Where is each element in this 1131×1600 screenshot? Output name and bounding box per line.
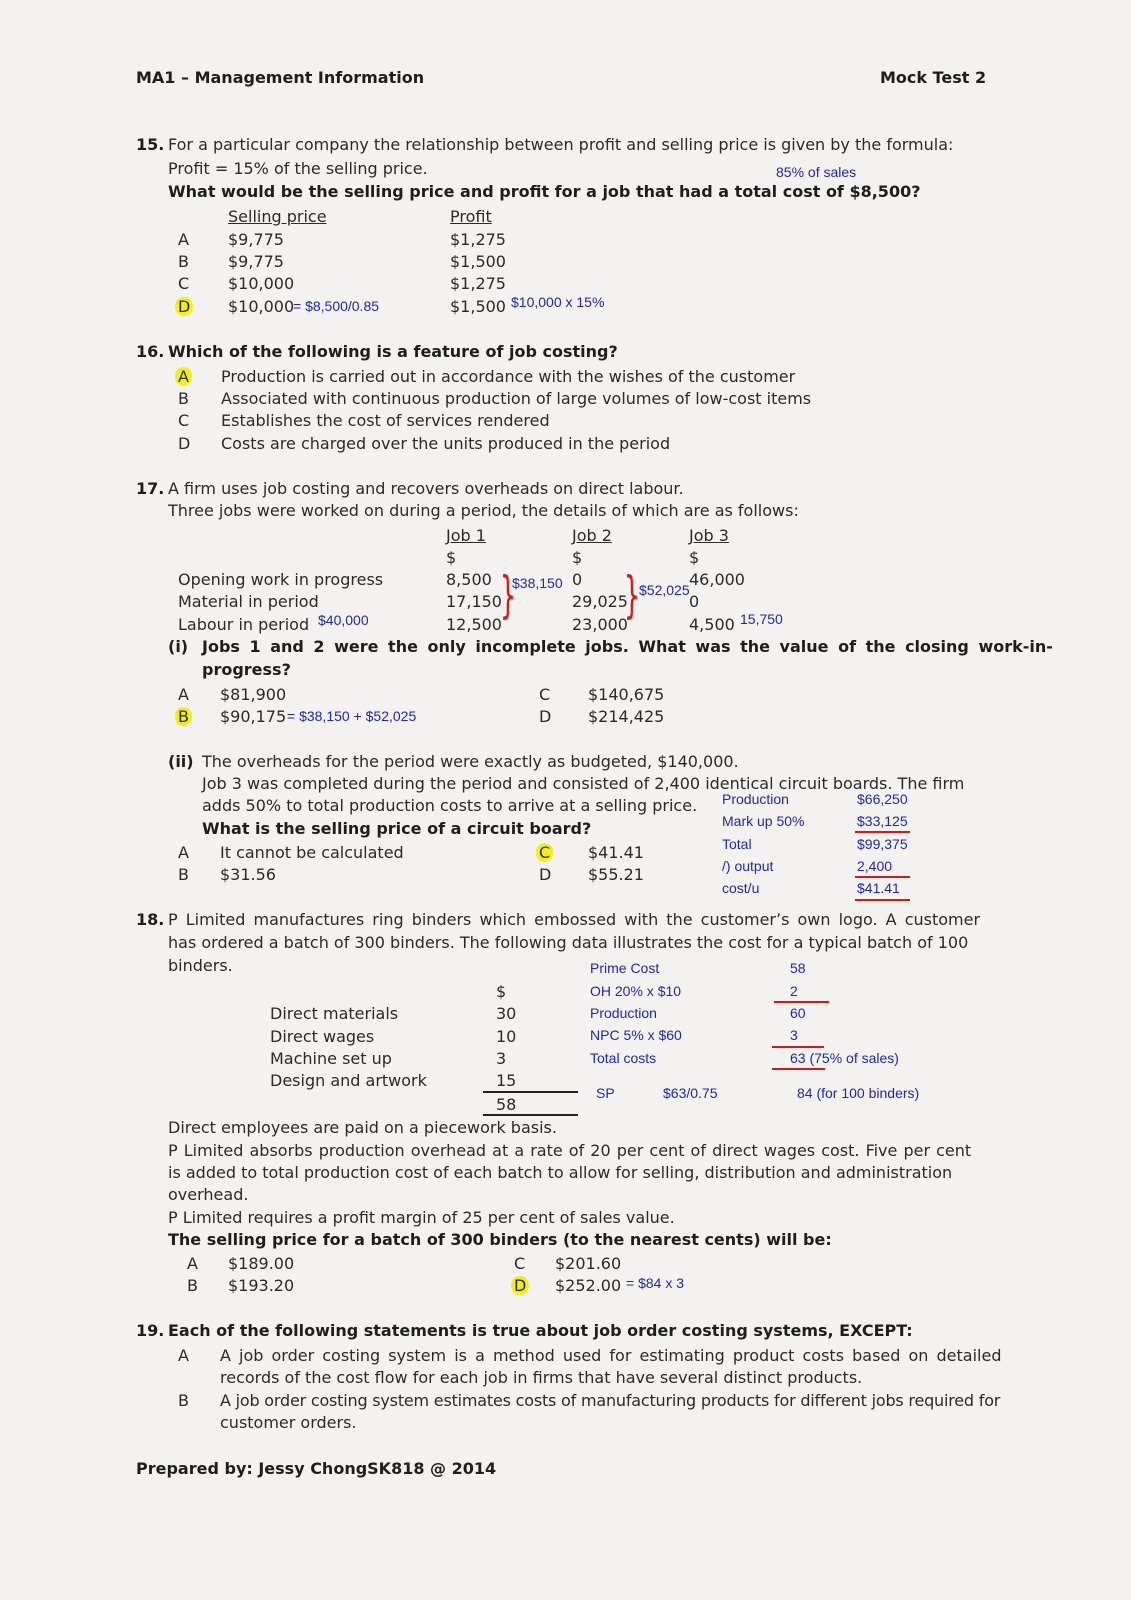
sp-formula: $63/0.75 — [663, 1085, 718, 1101]
question-number: 19. — [136, 1321, 165, 1340]
option-letter[interactable]: B — [178, 389, 189, 408]
selected-answer-highlight[interactable]: B — [175, 707, 192, 726]
row-label: Labour in period — [178, 615, 310, 634]
option-text: Associated with continuous production of large volumes of low-cost items — [221, 389, 812, 408]
handwritten-note: $10,000 x 15% — [511, 294, 605, 310]
red-underline — [855, 876, 910, 878]
working-label: Production — [590, 1005, 657, 1021]
cell: 23,000 — [572, 615, 628, 634]
working-label: Production — [722, 791, 789, 807]
question-text: The overheads for the period were exactly as budgeted, $140,000. — [202, 752, 739, 771]
selected-answer-highlight[interactable]: C — [536, 843, 553, 862]
sp-result: 84 (for 100 binders) — [797, 1085, 920, 1101]
table-total: 58 — [496, 1095, 517, 1114]
option-letter[interactable]: A — [178, 843, 189, 862]
question-text: has ordered a batch of 300 binders. The following data illustrates the cost for a typical batch of 100 — [168, 933, 969, 952]
question-text: Three jobs were worked on during a period, the details of which are as follows: — [168, 501, 799, 520]
cell: 46,000 — [689, 570, 745, 589]
question-prompt: Jobs 1 and 2 were the only incomplete jobs. What was the value of the closing work-in- — [202, 637, 1053, 656]
red-underline — [772, 1046, 824, 1048]
document-footer: Prepared by: Jessy ChongSK818 @ 2014 — [136, 1459, 497, 1478]
option-text: $81,900 — [220, 685, 287, 704]
question-text: P Limited requires a profit margin of 25 per cent of sales value. — [168, 1208, 675, 1227]
sp-label: SP — [596, 1085, 615, 1101]
cell: 8,500 — [446, 570, 492, 589]
option-profit: $1,500 — [450, 297, 506, 316]
cell: 30 — [496, 1004, 517, 1023]
column-header: Job 3 — [689, 526, 729, 545]
option-letter[interactable]: C — [514, 1254, 526, 1273]
question-text: A firm uses job costing and recovers overheads on direct labour. — [168, 479, 684, 498]
working-value: 58 — [790, 960, 806, 976]
part-label: (i) — [168, 637, 189, 656]
document-header-test: Mock Test 2 — [880, 68, 987, 87]
column-header: Job 2 — [572, 526, 612, 545]
working-value: 2 — [790, 983, 798, 999]
handwritten-note: = $8,500/0.85 — [293, 298, 380, 314]
question-prompt: Which of the following is a feature of job costing? — [168, 342, 618, 361]
option-text: $90,175 — [220, 707, 287, 726]
question-number: 16. — [136, 342, 165, 361]
option-letter[interactable]: C — [178, 411, 190, 430]
option-letter[interactable]: C — [178, 274, 190, 293]
cell: 12,500 — [446, 615, 502, 634]
row-label: Material in period — [178, 592, 319, 611]
question-prompt: The selling price for a batch of 300 binders (to the nearest cents) will be: — [168, 1230, 832, 1249]
question-text: P Limited manufactures ring binders which embossed with the customer’s own logo. A customer — [168, 910, 981, 929]
working-label: Prime Cost — [590, 960, 660, 976]
option-text: $41.41 — [588, 843, 644, 862]
selected-answer-highlight[interactable]: D — [175, 297, 193, 316]
currency-symbol: $ — [446, 548, 457, 567]
document-header-title: MA1 – Management Information — [136, 68, 425, 87]
cell: 4,500 — [689, 615, 735, 634]
option-letter[interactable]: B — [178, 865, 189, 884]
row-label: Direct wages — [270, 1027, 375, 1046]
row-label: Opening work in progress — [178, 570, 384, 589]
selected-answer-highlight[interactable]: A — [175, 367, 192, 386]
option-profit: $1,275 — [450, 274, 506, 293]
row-label: Machine set up — [270, 1049, 392, 1068]
option-text: $140,675 — [588, 685, 665, 704]
row-label: Design and artwork — [270, 1071, 427, 1090]
option-text: $31.56 — [220, 865, 276, 884]
cell: 15 — [496, 1071, 517, 1090]
option-price: $9,775 — [228, 252, 284, 271]
option-text: A job order costing system estimates costs of manufacturing products for different jobs required for — [220, 1391, 1001, 1410]
option-letter[interactable]: B — [178, 252, 189, 271]
option-text: $189.00 — [228, 1254, 295, 1273]
handwritten-note: $38,150 — [512, 575, 563, 591]
column-header: Selling price — [228, 207, 327, 226]
option-text: A job order costing system is a method used for estimating product costs based on detailed — [220, 1346, 1002, 1365]
handwritten-note: = $84 x 3 — [626, 1275, 684, 1291]
handwritten-note: $40,000 — [318, 612, 369, 628]
question-prompt: What would be the selling price and profit for a job that had a total cost of $8,500? — [168, 182, 921, 201]
cell: 29,025 — [572, 592, 628, 611]
option-price: $10,000 — [228, 297, 295, 316]
red-underline — [772, 1068, 825, 1070]
question-prompt: Each of the following statements is true about job order costing systems, EXCEPT: — [168, 1321, 913, 1340]
option-text: customer orders. — [220, 1413, 357, 1432]
option-letter[interactable]: D — [539, 707, 552, 726]
option-text: $193.20 — [228, 1276, 295, 1295]
working-value: $41.41 — [857, 880, 900, 896]
working-value: $66,250 — [857, 791, 908, 807]
option-letter[interactable]: A — [178, 1346, 189, 1365]
working-label: /) output — [722, 858, 774, 874]
option-letter[interactable]: A — [178, 685, 189, 704]
sum-line — [483, 1114, 578, 1116]
option-text: Production is carried out in accordance with the wishes of the customer — [221, 367, 796, 386]
working-value: 60 — [790, 1005, 806, 1021]
option-text: $55.21 — [588, 865, 644, 884]
red-underline — [774, 1001, 829, 1003]
question-text: For a particular company the relationship between profit and selling price is given by the formula: — [168, 135, 954, 154]
question-text: binders. — [168, 956, 233, 975]
working-value: 3 — [790, 1027, 798, 1043]
question-prompt: progress? — [202, 660, 291, 679]
option-letter[interactable]: D — [539, 865, 552, 884]
working-label: NPC 5% x $60 — [590, 1027, 682, 1043]
question-number: 17. — [136, 479, 165, 498]
handwritten-note: 15,750 — [740, 611, 783, 627]
row-label: Direct materials — [270, 1004, 399, 1023]
option-letter[interactable]: A — [187, 1254, 198, 1273]
working-value: $33,125 — [857, 813, 908, 829]
option-price: $9,775 — [228, 230, 284, 249]
option-text: Costs are charged over the units produced in the period — [221, 434, 671, 453]
red-underline — [855, 831, 910, 833]
option-letter[interactable]: A — [178, 230, 189, 249]
currency-symbol: $ — [496, 982, 507, 1001]
red-underline — [855, 899, 910, 901]
question-text: adds 50% to total production costs to arrive at a selling price. — [202, 796, 698, 815]
column-header: Profit — [450, 207, 492, 226]
question-number: 15. — [136, 135, 165, 154]
option-text: $252.00 — [555, 1276, 622, 1295]
cell: 3 — [496, 1049, 507, 1068]
question-text: Direct employees are paid on a piecework basis. — [168, 1118, 557, 1137]
question-text: is added to total production cost of each batch to allow for selling, distribution and administration — [168, 1163, 953, 1182]
working-value: $99,375 — [857, 836, 908, 852]
bracket-icon: } — [623, 566, 640, 624]
bracket-icon: } — [499, 566, 516, 624]
question-number: 18. — [136, 910, 165, 929]
working-value: 2,400 — [857, 858, 893, 874]
working-value: 63 (75% of sales) — [790, 1050, 899, 1066]
option-text: records of the cost flow for each job in firms that have several distinct products. — [220, 1368, 863, 1387]
question-text: Job 3 was completed during the period and consisted of 2,400 identical circuit boards. The firm — [202, 774, 965, 793]
cell: 0 — [572, 570, 583, 589]
currency-symbol: $ — [572, 548, 583, 567]
option-price: $10,000 — [228, 274, 295, 293]
option-text: It cannot be calculated — [220, 843, 404, 862]
working-label: OH 20% x $10 — [590, 983, 682, 999]
cell: 0 — [689, 592, 700, 611]
cell: 17,150 — [446, 592, 502, 611]
option-letter[interactable]: C — [539, 685, 551, 704]
selected-answer-highlight[interactable]: D — [511, 1276, 529, 1295]
sum-line — [483, 1091, 578, 1093]
option-letter[interactable]: D — [178, 434, 191, 453]
question-text: overhead. — [168, 1185, 249, 1204]
question-text: P Limited absorbs production overhead at a rate of 20 per cent of direct wages cost. Five per cent — [168, 1141, 972, 1160]
working-label: Total — [722, 836, 752, 852]
handwritten-note: $52,025 — [639, 582, 690, 598]
column-header: Job 1 — [446, 526, 486, 545]
option-profit: $1,275 — [450, 230, 506, 249]
question-text: Profit = 15% of the selling price. — [168, 159, 428, 178]
working-label: Mark up 50% — [722, 813, 805, 829]
option-letter[interactable]: B — [178, 1391, 189, 1410]
part-label: (ii) — [168, 752, 194, 771]
option-profit: $1,500 — [450, 252, 506, 271]
option-text: $201.60 — [555, 1254, 622, 1273]
option-text: Establishes the cost of services rendered — [221, 411, 550, 430]
option-text: $214,425 — [588, 707, 665, 726]
handwritten-note: 85% of sales — [776, 164, 857, 180]
question-prompt: What is the selling price of a circuit board? — [202, 819, 592, 838]
working-label: cost/u — [722, 880, 760, 896]
cell: 10 — [496, 1027, 517, 1046]
working-label: Total costs — [590, 1050, 657, 1066]
option-letter[interactable]: B — [187, 1276, 198, 1295]
currency-symbol: $ — [689, 548, 700, 567]
handwritten-note: = $38,150 + $52,025 — [287, 708, 417, 724]
